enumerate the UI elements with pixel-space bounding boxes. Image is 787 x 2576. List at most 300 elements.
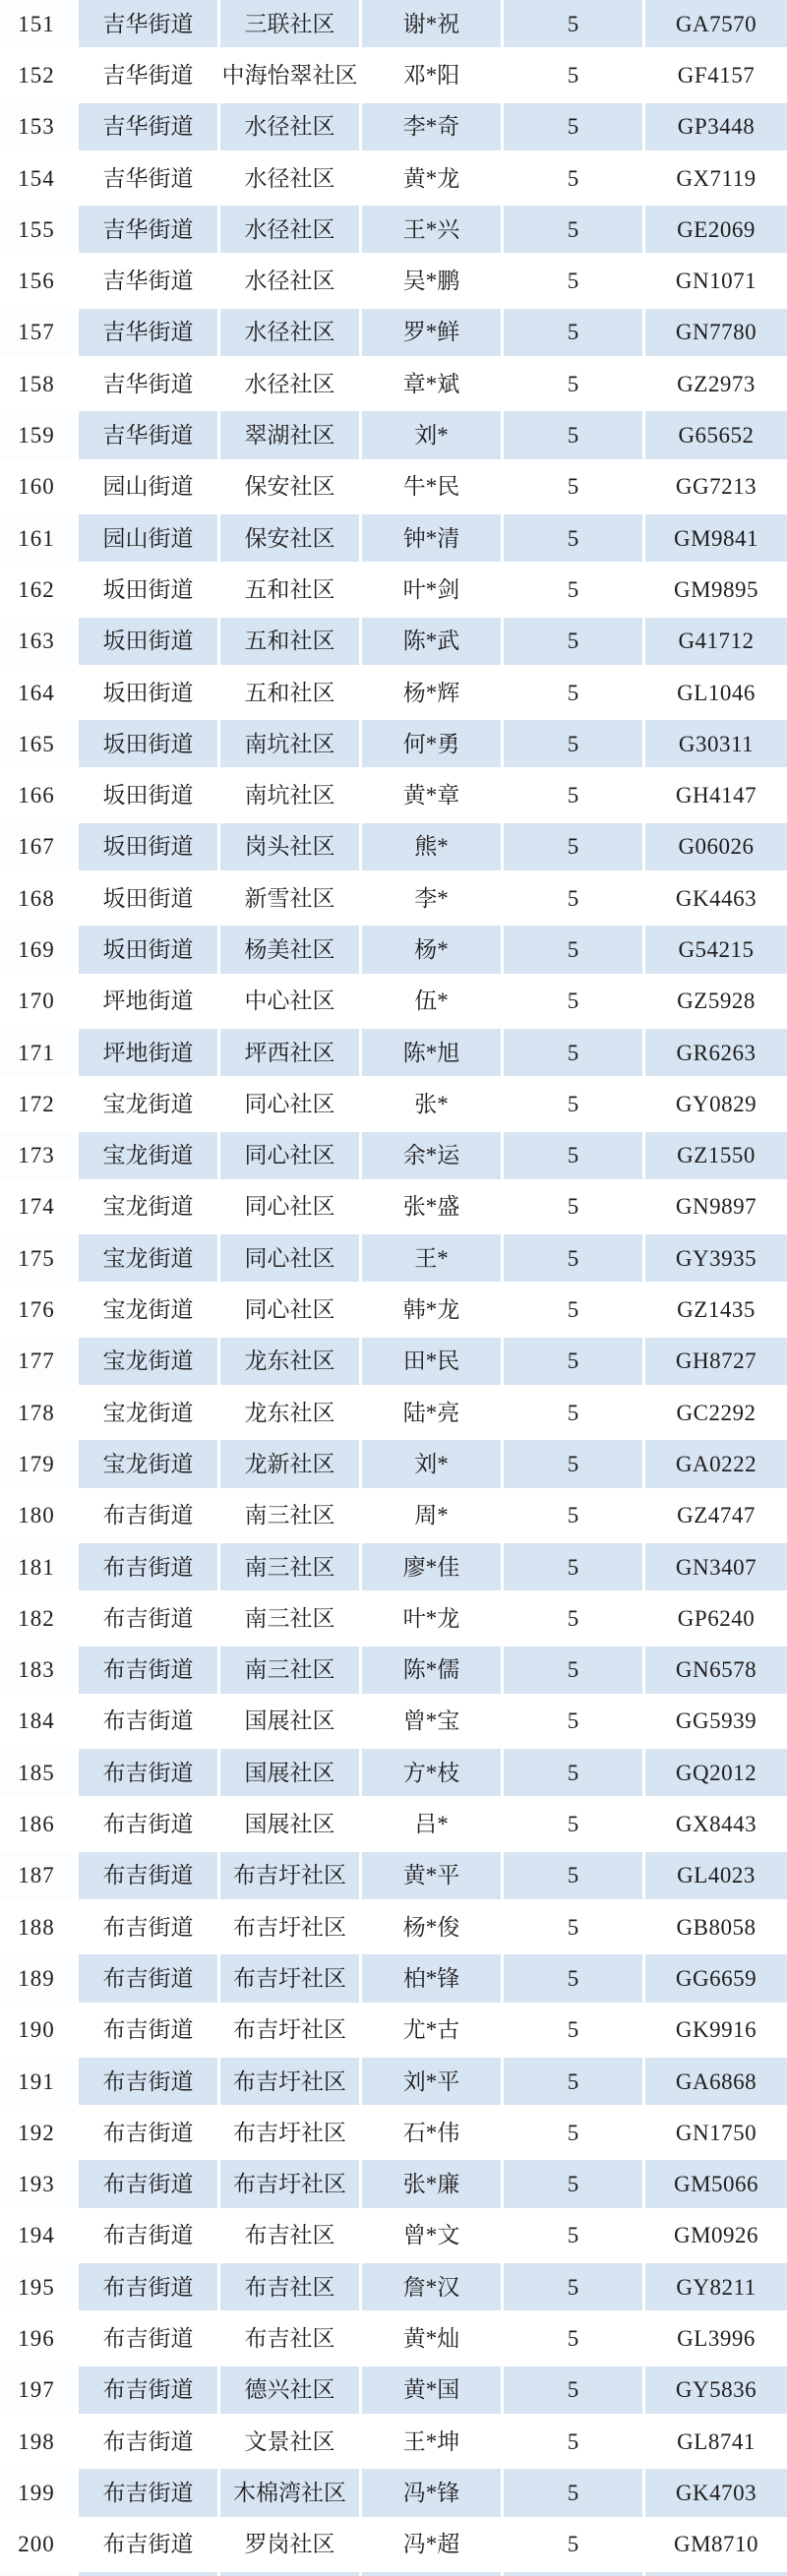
row-number-cell: 157 <box>0 309 79 360</box>
code-cell: GH8727 <box>645 1338 787 1389</box>
table-row <box>0 2366 787 2418</box>
community-cell: 南三社区 <box>220 1594 362 1646</box>
masked-name-cell: 冯*锋 <box>362 2469 504 2520</box>
table-row <box>0 206 787 257</box>
count-cell: 5 <box>504 463 645 514</box>
street-cell: 布吉街道 <box>79 1698 220 1749</box>
row-number-cell: 175 <box>0 1234 79 1286</box>
community-cell: 南坑社区 <box>220 771 362 822</box>
row-number-cell: 162 <box>0 566 79 617</box>
masked-name-cell: 周* <box>362 1492 504 1543</box>
count-cell: 5 <box>504 2212 645 2263</box>
masked-name-cell: 张* <box>362 1080 504 1131</box>
masked-name-cell: 王*兴 <box>362 206 504 257</box>
count-cell: 5 <box>504 1338 645 1389</box>
code-cell: G65652 <box>645 411 787 462</box>
code-cell: GF4157 <box>645 51 787 102</box>
code-cell: GK4703 <box>645 2469 787 2520</box>
count-cell: 5 <box>504 1492 645 1543</box>
count-cell: 5 <box>504 1954 645 2006</box>
row-number-cell: 187 <box>0 1852 79 1903</box>
code-cell: GA6868 <box>645 2058 787 2109</box>
street-cell: 坂田街道 <box>79 566 220 617</box>
street-cell: 宝龙街道 <box>79 1234 220 1286</box>
table-row <box>0 1492 787 1543</box>
code-cell: GX8443 <box>645 1800 787 1851</box>
masked-name-cell: 杨*俊 <box>362 1903 504 1954</box>
code-cell: GL1046 <box>645 669 787 720</box>
code-cell: GK9916 <box>645 2007 787 2058</box>
count-cell: 5 <box>504 978 645 1029</box>
table-row <box>0 2058 787 2109</box>
row-number-cell: 173 <box>0 1132 79 1183</box>
row-number-cell: 178 <box>0 1389 79 1440</box>
street-cell: 布吉街道 <box>79 2521 220 2572</box>
row-number-cell: 167 <box>0 823 79 874</box>
table-row <box>0 2469 787 2520</box>
masked-name-cell: 叶*剑 <box>362 566 504 617</box>
code-cell: GN1750 <box>645 2109 787 2160</box>
code-cell: GM9895 <box>645 566 787 617</box>
code-cell: GG5939 <box>645 1698 787 1749</box>
street-cell: 布吉街道 <box>79 1852 220 1903</box>
community-cell: 南坑社区 <box>220 720 362 771</box>
street-cell: 布吉街道 <box>79 1543 220 1594</box>
code-cell: G06026 <box>645 823 787 874</box>
street-cell: 布吉街道 <box>79 2007 220 2058</box>
street-cell: 吉华街道 <box>79 0 220 51</box>
count-cell: 5 <box>504 2521 645 2572</box>
code-cell: GZ2973 <box>645 360 787 411</box>
masked-name-cell: 罗*鲜 <box>362 309 504 360</box>
count-cell: 5 <box>504 257 645 308</box>
table-row <box>0 103 787 154</box>
table-row <box>0 2314 787 2366</box>
street-cell: 吉华街道 <box>79 411 220 462</box>
street-cell: 布吉街道 <box>79 1492 220 1543</box>
table-row <box>0 154 787 206</box>
row-number-cell: 169 <box>0 926 79 977</box>
table-row <box>0 1749 787 1800</box>
count-cell: 5 <box>504 874 645 926</box>
table-row <box>0 2212 787 2263</box>
masked-name-cell: 张*廉 <box>362 2160 504 2211</box>
community-cell: 国展社区 <box>220 1800 362 1851</box>
street-cell: 吉华街道 <box>79 206 220 257</box>
table-row <box>0 720 787 771</box>
row-number-cell: 185 <box>0 1749 79 1800</box>
street-cell: 坂田街道 <box>79 874 220 926</box>
street-cell: 布吉街道 <box>79 2418 220 2469</box>
table-row <box>0 2521 787 2572</box>
row-number-cell: 191 <box>0 2058 79 2109</box>
table-row <box>0 1698 787 1749</box>
code-cell: GX7119 <box>645 154 787 206</box>
count-cell: 5 <box>504 206 645 257</box>
code-cell: GA7570 <box>645 0 787 51</box>
count-cell: 5 <box>504 1234 645 1286</box>
count-cell: 5 <box>504 309 645 360</box>
community-cell: 岗头社区 <box>220 823 362 874</box>
count-cell: 5 <box>504 103 645 154</box>
community-cell: 五和社区 <box>220 566 362 617</box>
street-cell: 宝龙街道 <box>79 1440 220 1491</box>
code-cell: GQ2012 <box>645 1749 787 1800</box>
row-number-cell: 164 <box>0 669 79 720</box>
community-cell: 同心社区 <box>220 1132 362 1183</box>
row-number-cell: 161 <box>0 514 79 566</box>
count-cell: 5 <box>504 566 645 617</box>
count-cell: 5 <box>504 514 645 566</box>
count-cell: 5 <box>504 823 645 874</box>
row-number-cell: 165 <box>0 720 79 771</box>
masked-name-cell: 石*伟 <box>362 2109 504 2160</box>
table-row <box>0 1338 787 1389</box>
street-cell: 宝龙街道 <box>79 1183 220 1234</box>
count-cell: 5 <box>504 1080 645 1131</box>
table-row <box>0 566 787 617</box>
community-cell: 水径社区 <box>220 309 362 360</box>
row-number-cell <box>0 2572 79 2576</box>
row-number-cell: 194 <box>0 2212 79 2263</box>
row-number-cell: 180 <box>0 1492 79 1543</box>
community-cell: 同心社区 <box>220 1286 362 1337</box>
count-cell: 5 <box>504 926 645 977</box>
code-cell: GY0829 <box>645 1080 787 1131</box>
masked-name-cell: 吕* <box>362 1800 504 1851</box>
code-cell: GL4023 <box>645 1852 787 1903</box>
table-row <box>0 926 787 977</box>
street-cell: 吉华街道 <box>79 154 220 206</box>
count-cell: 5 <box>504 411 645 462</box>
community-cell: 南三社区 <box>220 1543 362 1594</box>
street-cell: 吉华街道 <box>79 103 220 154</box>
table-row <box>0 360 787 411</box>
masked-name-cell: 吴*鹏 <box>362 257 504 308</box>
community-cell: 同心社区 <box>220 1183 362 1234</box>
street-cell: 坪地街道 <box>79 978 220 1029</box>
masked-name-cell: 王*坤 <box>362 2418 504 2469</box>
masked-name-cell: 李* <box>362 874 504 926</box>
code-cell: GL8741 <box>645 2418 787 2469</box>
street-cell: 坂田街道 <box>79 926 220 977</box>
row-number-cell: 186 <box>0 1800 79 1851</box>
community-cell: 德兴社区 <box>220 2366 362 2418</box>
table-row <box>0 823 787 874</box>
community-cell: 水径社区 <box>220 206 362 257</box>
street-cell: 布吉街道 <box>79 2469 220 2520</box>
community-cell: 南三社区 <box>220 1492 362 1543</box>
row-number-cell: 188 <box>0 1903 79 1954</box>
street-cell: 吉华街道 <box>79 257 220 308</box>
row-number-cell: 199 <box>0 2469 79 2520</box>
table-row <box>0 1954 787 2006</box>
row-number-cell: 160 <box>0 463 79 514</box>
masked-name-cell: 尤*古 <box>362 2007 504 2058</box>
masked-name-cell: 陈*旭 <box>362 1029 504 1080</box>
street-cell: 坂田街道 <box>79 720 220 771</box>
row-number-cell: 166 <box>0 771 79 822</box>
table-row <box>0 2418 787 2469</box>
row-number-cell: 177 <box>0 1338 79 1389</box>
street-cell: 布吉街道 <box>79 1903 220 1954</box>
community-cell: 布吉圩社区 <box>220 2007 362 2058</box>
community-cell: 翠湖社区 <box>220 411 362 462</box>
street-cell: 坂田街道 <box>79 771 220 822</box>
table-row <box>0 1800 787 1851</box>
count-cell <box>504 2572 645 2576</box>
table-row <box>0 1029 787 1080</box>
table-row <box>0 1903 787 1954</box>
community-cell: 布吉圩社区 <box>220 1954 362 2006</box>
count-cell: 5 <box>504 2314 645 2366</box>
count-cell: 5 <box>504 1647 645 1698</box>
table-row <box>0 51 787 102</box>
masked-name-cell: 陆*亮 <box>362 1389 504 1440</box>
code-cell: GM8710 <box>645 2521 787 2572</box>
count-cell: 5 <box>504 2160 645 2211</box>
street-cell: 坂田街道 <box>79 618 220 669</box>
table-row <box>0 1594 787 1646</box>
code-cell: GR6263 <box>645 1029 787 1080</box>
street-cell: 宝龙街道 <box>79 1286 220 1337</box>
community-cell: 文景社区 <box>220 2418 362 2469</box>
community-cell: 水径社区 <box>220 103 362 154</box>
community-cell: 布吉圩社区 <box>220 2109 362 2160</box>
table-row <box>0 1183 787 1234</box>
row-number-cell: 153 <box>0 103 79 154</box>
count-cell: 5 <box>504 1440 645 1491</box>
table-row <box>0 874 787 926</box>
community-cell: 布吉圩社区 <box>220 2160 362 2211</box>
count-cell: 5 <box>504 154 645 206</box>
code-cell: GY5836 <box>645 2366 787 2418</box>
count-cell: 5 <box>504 2263 645 2314</box>
community-cell: 国展社区 <box>220 1698 362 1749</box>
count-cell: 5 <box>504 669 645 720</box>
masked-name-cell: 余*运 <box>362 1132 504 1183</box>
street-cell: 吉华街道 <box>79 360 220 411</box>
table-row <box>0 2263 787 2314</box>
row-number-cell: 151 <box>0 0 79 51</box>
code-cell: GL3996 <box>645 2314 787 2366</box>
masked-name-cell: 杨*辉 <box>362 669 504 720</box>
community-cell: 龙东社区 <box>220 1389 362 1440</box>
count-cell: 5 <box>504 2007 645 2058</box>
row-number-cell: 183 <box>0 1647 79 1698</box>
community-cell: 三联社区 <box>220 0 362 51</box>
masked-name-cell: 何*勇 <box>362 720 504 771</box>
table-row <box>0 1234 787 1286</box>
masked-name-cell: 刘* <box>362 1440 504 1491</box>
masked-name-cell: 曾*文 <box>362 2212 504 2263</box>
code-cell: GN6578 <box>645 1647 787 1698</box>
table-row <box>0 514 787 566</box>
table-row <box>0 669 787 720</box>
street-cell: 吉华街道 <box>79 51 220 102</box>
masked-name-cell: 李*奇 <box>362 103 504 154</box>
row-number-cell: 192 <box>0 2109 79 2160</box>
code-cell: GZ1550 <box>645 1132 787 1183</box>
code-cell: GK4463 <box>645 874 787 926</box>
code-cell: GZ5928 <box>645 978 787 1029</box>
street-cell: 布吉街道 <box>79 2160 220 2211</box>
community-cell: 中海怡翠社区 <box>220 51 362 102</box>
masked-name-cell: 陈*武 <box>362 618 504 669</box>
table-row <box>0 1080 787 1131</box>
code-cell: GZ4747 <box>645 1492 787 1543</box>
count-cell: 5 <box>504 618 645 669</box>
row-number-cell: 189 <box>0 1954 79 2006</box>
count-cell: 5 <box>504 1698 645 1749</box>
table-row <box>0 1132 787 1183</box>
row-number-cell: 152 <box>0 51 79 102</box>
masked-name-cell: 廖*佳 <box>362 1543 504 1594</box>
masked-name-cell: 柏*锋 <box>362 1954 504 2006</box>
table-row <box>0 257 787 308</box>
code-cell: GE2069 <box>645 206 787 257</box>
community-cell: 坪西社区 <box>220 1029 362 1080</box>
row-number-cell: 172 <box>0 1080 79 1131</box>
street-cell: 园山街道 <box>79 463 220 514</box>
masked-name-cell: 田*民 <box>362 1338 504 1389</box>
community-cell: 布吉社区 <box>220 2314 362 2366</box>
count-cell: 5 <box>504 1749 645 1800</box>
masked-name-cell: 黄*国 <box>362 2366 504 2418</box>
code-cell: GZ1435 <box>645 1286 787 1337</box>
count-cell: 5 <box>504 2469 645 2520</box>
code-cell: GM5066 <box>645 2160 787 2211</box>
street-cell: 布吉街道 <box>79 2263 220 2314</box>
count-cell: 5 <box>504 360 645 411</box>
masked-name-cell: 詹*汉 <box>362 2263 504 2314</box>
community-cell: 水径社区 <box>220 360 362 411</box>
street-cell: 布吉街道 <box>79 1954 220 2006</box>
street-cell: 坂田街道 <box>79 669 220 720</box>
code-cell: GN3407 <box>645 1543 787 1594</box>
count-cell: 5 <box>504 1183 645 1234</box>
table-row <box>0 2007 787 2058</box>
table-row <box>0 309 787 360</box>
street-cell: 布吉街道 <box>79 1800 220 1851</box>
masked-name-cell: 熊* <box>362 823 504 874</box>
masked-name-cell: 章*斌 <box>362 360 504 411</box>
community-cell: 布吉社区 <box>220 2212 362 2263</box>
row-number-cell: 197 <box>0 2366 79 2418</box>
street-cell: 布吉街道 <box>79 2109 220 2160</box>
community-cell: 南三社区 <box>220 1647 362 1698</box>
table-row <box>0 463 787 514</box>
street-cell: 宝龙街道 <box>79 1080 220 1131</box>
street-cell: 宝龙街道 <box>79 1338 220 1389</box>
street-cell: 布吉街道 <box>79 1647 220 1698</box>
masked-name-cell: 黄*龙 <box>362 154 504 206</box>
masked-name-cell: 杨* <box>362 926 504 977</box>
community-cell: 同心社区 <box>220 1080 362 1131</box>
masked-name-cell: 牛*民 <box>362 463 504 514</box>
code-cell: GG6659 <box>645 1954 787 2006</box>
street-cell: 坂田街道 <box>79 823 220 874</box>
street-cell: 园山街道 <box>79 514 220 566</box>
code-cell: GN7780 <box>645 309 787 360</box>
table-row <box>0 0 787 51</box>
community-cell: 国展社区 <box>220 1749 362 1800</box>
count-cell: 5 <box>504 1543 645 1594</box>
masked-name-cell: 刘*平 <box>362 2058 504 2109</box>
street-cell: 坪地街道 <box>79 1029 220 1080</box>
table-row <box>0 978 787 1029</box>
street-cell: 宝龙街道 <box>79 1132 220 1183</box>
table-row <box>0 1440 787 1491</box>
masked-name-cell: 张*盛 <box>362 1183 504 1234</box>
count-cell: 5 <box>504 1800 645 1851</box>
table-row <box>0 771 787 822</box>
masked-name-cell: 钟*清 <box>362 514 504 566</box>
code-cell: GY8211 <box>645 2263 787 2314</box>
community-cell: 保安社区 <box>220 514 362 566</box>
count-cell: 5 <box>504 1132 645 1183</box>
code-cell: G30311 <box>645 720 787 771</box>
masked-name-cell: 邓*阳 <box>362 51 504 102</box>
partial-next-row <box>0 2572 787 2576</box>
count-cell: 5 <box>504 1594 645 1646</box>
count-cell: 5 <box>504 2418 645 2469</box>
row-number-cell: 170 <box>0 978 79 1029</box>
row-number-cell: 176 <box>0 1286 79 1337</box>
row-number-cell: 195 <box>0 2263 79 2314</box>
masked-name-cell: 曾*宝 <box>362 1698 504 1749</box>
code-cell <box>645 2572 787 2576</box>
table-row <box>0 1543 787 1594</box>
code-cell: GB8058 <box>645 1903 787 1954</box>
community-cell: 布吉圩社区 <box>220 1852 362 1903</box>
code-cell: GM9841 <box>645 514 787 566</box>
masked-name-cell: 黄*灿 <box>362 2314 504 2366</box>
table-row <box>0 411 787 462</box>
table-row <box>0 1852 787 1903</box>
street-cell: 布吉街道 <box>79 2212 220 2263</box>
count-cell: 5 <box>504 771 645 822</box>
count-cell: 5 <box>504 51 645 102</box>
row-number-cell: 179 <box>0 1440 79 1491</box>
masked-name-cell: 韩*龙 <box>362 1286 504 1337</box>
community-cell: 新雪社区 <box>220 874 362 926</box>
table-row <box>0 2160 787 2211</box>
masked-name-cell: 黄*章 <box>362 771 504 822</box>
row-number-cell: 182 <box>0 1594 79 1646</box>
code-cell: GG7213 <box>645 463 787 514</box>
row-number-cell: 159 <box>0 411 79 462</box>
row-number-cell: 156 <box>0 257 79 308</box>
masked-name-cell: 谢*祝 <box>362 0 504 51</box>
code-cell: GP3448 <box>645 103 787 154</box>
code-cell: GC2292 <box>645 1389 787 1440</box>
street-cell: 布吉街道 <box>79 2366 220 2418</box>
row-number-cell: 198 <box>0 2418 79 2469</box>
street-cell: 吉华街道 <box>79 309 220 360</box>
row-number-cell: 171 <box>0 1029 79 1080</box>
row-number-cell: 158 <box>0 360 79 411</box>
code-cell: GN9897 <box>645 1183 787 1234</box>
table-row <box>0 1647 787 1698</box>
row-number-cell: 193 <box>0 2160 79 2211</box>
masked-name-cell: 陈*儒 <box>362 1647 504 1698</box>
row-number-cell: 174 <box>0 1183 79 1234</box>
community-cell <box>220 2572 362 2576</box>
count-cell: 5 <box>504 2109 645 2160</box>
community-cell: 水径社区 <box>220 257 362 308</box>
street-cell: 布吉街道 <box>79 1594 220 1646</box>
